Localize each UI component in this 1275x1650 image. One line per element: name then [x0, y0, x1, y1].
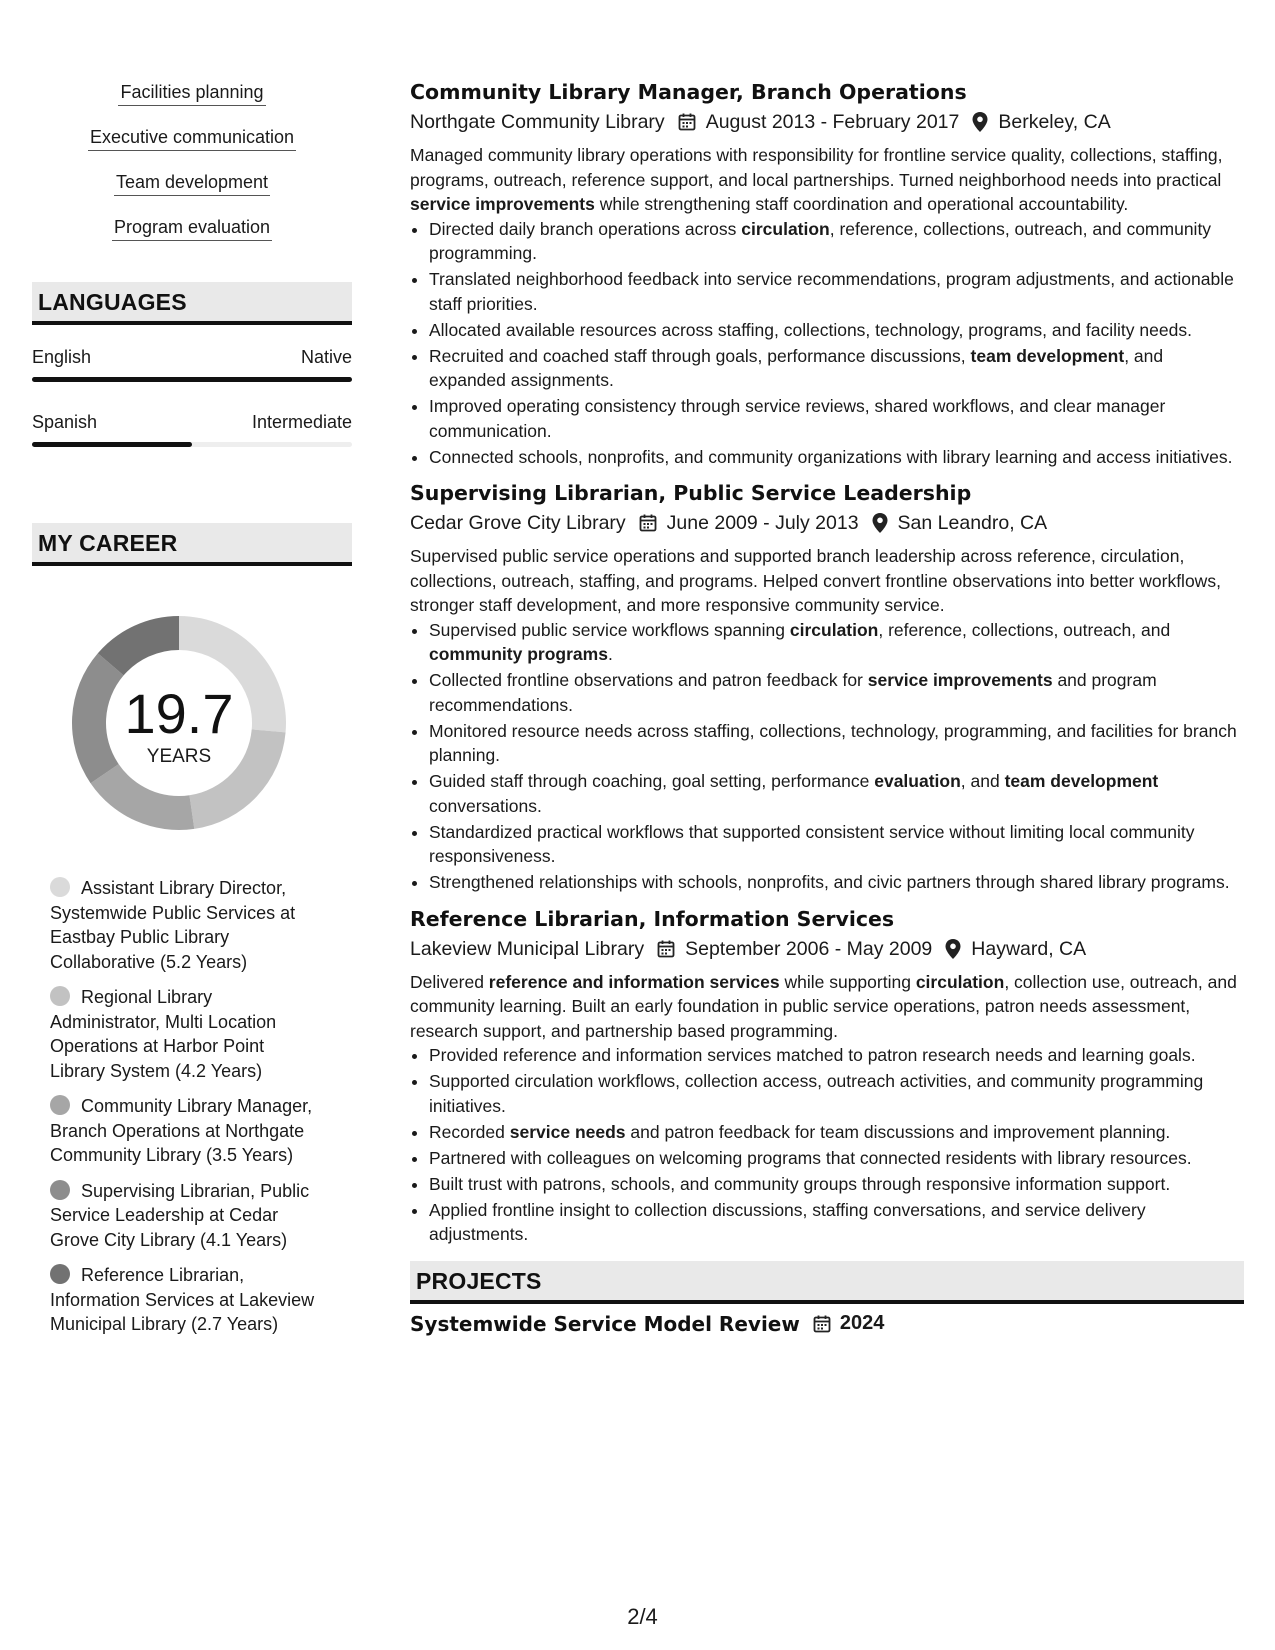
- language-row: [32, 412, 352, 433]
- legend-label: Community Library Manager, Branch Operations at Northgate Community Library (3.5 Years): [50, 1096, 313, 1165]
- job-organization: Cedar Grove City Library: [410, 512, 626, 534]
- languages-heading: LANGUAGES: [32, 282, 352, 325]
- language-bar: [32, 377, 352, 382]
- experience-list: [410, 78, 1244, 1247]
- project-item: [410, 1312, 1244, 1336]
- language-level: Native: [300, 347, 352, 367]
- legend-dot: [50, 877, 70, 897]
- job-title: Supervising Librarian, Public Service Leadership: [410, 481, 972, 505]
- language-bar: [32, 442, 352, 447]
- legend-dot: [50, 1180, 70, 1200]
- main-content: [410, 78, 1244, 1336]
- skill-item: Program evaluation: [112, 215, 272, 241]
- languages-section: [32, 282, 352, 447]
- donut-center: [64, 608, 294, 768]
- language-row: [32, 347, 352, 368]
- job-meta: [410, 109, 1244, 135]
- donut-segment: [91, 764, 195, 830]
- page-current: 2: [627, 1604, 640, 1629]
- job-location: Hayward, CA: [971, 937, 1087, 960]
- calendar-icon: [638, 513, 658, 533]
- job-bullet: • Directed daily branch operations across circulation, reference, collections, outreach, and community programming.: [429, 217, 1244, 266]
- legend-item: [50, 876, 320, 974]
- job-bullet: • Provided reference and information services matched to patron research needs and learning goals.: [429, 1043, 1244, 1068]
- job-bullet: • Applied frontline insight to collection discussions, staffing conversations, and service delivery adjustments.: [429, 1198, 1244, 1247]
- job-bullet: • Collected frontline observations and patron feedback for service improvements and program recommendations.: [429, 668, 1244, 717]
- job-bullet: • Strengthened relationships with schools, nonprofits, and civic partners through shared library programs.: [429, 870, 1244, 895]
- career-unit: YEARS: [146, 746, 212, 767]
- job-bullet: • Monitored resource needs across staffing, collections, technology, programming, and facilities for branch planning.: [429, 719, 1244, 768]
- language-name: English: [32, 347, 92, 367]
- job-description: Delivered reference and information services while supporting circulation, collection use, outreach, and community learning. Built an early foundation in public service operations, patron needs assessment, research support, and partnership based programming.: [410, 971, 1237, 1041]
- legend-item: [50, 1179, 320, 1253]
- project-title: Systemwide Service Model Review: [410, 1311, 800, 1336]
- job-entry: [410, 78, 1244, 469]
- legend-dot: [50, 986, 70, 1006]
- language-bar-fill: [32, 377, 352, 382]
- page-total: /4: [639, 1604, 658, 1629]
- job-location: Berkeley, CA: [998, 111, 1111, 133]
- job-entry: [410, 479, 1244, 895]
- career-section: [32, 523, 352, 1337]
- job-bullet: • Translated neighborhood feedback into service recommendations, program adjustments, and actionable staff priorities.: [429, 267, 1244, 316]
- calendar-icon: [656, 939, 676, 959]
- job-meta: [410, 510, 1244, 536]
- job-bullet: • Supported circulation workflows, collection access, outreach activities, and community programming initiatives.: [429, 1069, 1244, 1118]
- project-year: 2024: [839, 1312, 885, 1334]
- language-name: Spanish: [32, 412, 98, 432]
- job-bullet: • Allocated available resources across staffing, collections, technology, programs, and facility needs.: [429, 318, 1244, 343]
- job-bullets: [410, 217, 1244, 470]
- legend-label: Assistant Library Director, Systemwide Public Services at Eastbay Public Library Collaborative (5.2 Years): [50, 878, 296, 972]
- job-bullet: • Supervised public service workflows spanning circulation, reference, collections, outreach, and community programs.: [429, 618, 1244, 667]
- legend-item: [50, 1263, 320, 1337]
- job-location: San Leandro, CA: [897, 512, 1048, 534]
- job-dates: September 2006 - May 2009: [685, 937, 933, 960]
- legend-label: Supervising Librarian, Public Service Leadership at Cedar Grove City Library (4.1 Years): [50, 1180, 310, 1250]
- job-bullet: • Recorded service needs and patron feedback for team discussions and improvement planning.: [429, 1120, 1244, 1145]
- job-bullet: • Connected schools, nonprofits, and community organizations with library learning and access initiatives.: [429, 445, 1244, 470]
- job-description: Managed community library operations with responsibility for frontline service quality, collections, staffing, programs, outreach, reference support, and local partnerships. Turned neighborhood needs into practical service improvements while strengthening staff coordination and operational accountability.: [410, 145, 1223, 214]
- job-bullet: • Recruited and coached staff through goals, performance discussions, team development, and expanded assignments.: [429, 344, 1244, 393]
- language-level: Intermediate: [251, 412, 352, 432]
- location-pin-icon: [971, 111, 989, 133]
- job-bullets: [410, 1043, 1244, 1247]
- language-bar-fill: [32, 442, 192, 447]
- sidebar: [32, 80, 352, 1348]
- job-bullet: • Partnered with colleagues on welcoming programs that connected residents with library resources.: [429, 1146, 1244, 1171]
- career-heading: MY CAREER: [32, 523, 352, 566]
- skill-item: Facilities planning: [118, 80, 265, 106]
- legend-label: Reference Librarian, Information Services at Lakeview Municipal Library (2.7 Years): [50, 1265, 315, 1334]
- job-description: Supervised public service operations and supported branch leadership across reference, circulation, collections, outreach, staffing, and programs. Helped convert frontline observations into better workflows, stronger staff development, and more responsive community service.: [410, 546, 1221, 615]
- job-title: Community Library Manager, Branch Operations: [410, 80, 967, 104]
- job-entry: [410, 905, 1244, 1247]
- career-total: 19.7: [124, 682, 234, 745]
- skill-item: Executive communication: [88, 125, 296, 151]
- job-meta: [410, 936, 1244, 962]
- job-bullets: [410, 618, 1244, 895]
- location-pin-icon: [871, 512, 889, 534]
- career-legend: [32, 876, 352, 1337]
- job-dates: August 2013 - February 2017: [705, 111, 960, 133]
- location-pin-icon: [944, 938, 962, 960]
- projects-heading: PROJECTS: [410, 1261, 1244, 1304]
- calendar-icon: [812, 1314, 832, 1334]
- job-organization: Lakeview Municipal Library: [410, 937, 645, 960]
- job-title: Reference Librarian, Information Services: [410, 906, 895, 931]
- job-bullet: • Standardized practical workflows that supported consistent service without limiting local community responsiveness.: [429, 820, 1244, 869]
- skill-item: Team development: [114, 170, 270, 196]
- skills-list: [32, 80, 352, 260]
- calendar-icon: [677, 112, 697, 132]
- job-bullet: • Built trust with patrons, schools, and community groups through responsive information support.: [429, 1172, 1244, 1197]
- job-bullet: • Guided staff through coaching, goal setting, performance evaluation, and team development conversations.: [429, 769, 1244, 818]
- job-organization: Northgate Community Library: [410, 111, 665, 133]
- career-donut: [64, 608, 294, 838]
- legend-dot: [50, 1264, 70, 1284]
- legend-label: Regional Library Administrator, Multi Location Operations at Harbor Point Library System (4.2 Years): [50, 987, 277, 1081]
- legend-item: [50, 1094, 320, 1168]
- job-bullet: • Improved operating consistency through service reviews, shared workflows, and clear manager communication.: [429, 394, 1244, 443]
- page-number: [0, 1604, 1275, 1630]
- job-dates: June 2009 - July 2013: [666, 512, 859, 534]
- legend-item: [50, 985, 320, 1083]
- legend-dot: [50, 1095, 70, 1115]
